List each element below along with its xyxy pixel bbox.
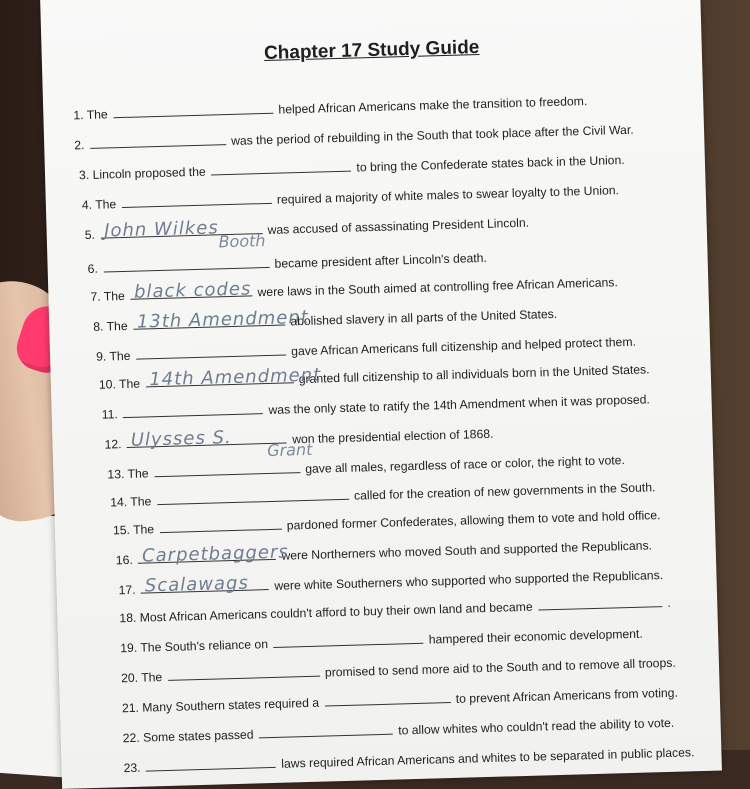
question-text: hampered their economic development.	[428, 626, 643, 647]
question-21	[122, 684, 678, 716]
answer-blank[interactable]	[100, 217, 266, 252]
handwritten-answer: Carpetbaggers	[141, 541, 290, 567]
answer-blank[interactable]	[324, 690, 450, 707]
question-text: to prevent African Americans from voting.	[455, 685, 679, 706]
answer-blank[interactable]	[154, 460, 300, 477]
question-19	[120, 625, 643, 656]
answer-blank[interactable]	[141, 572, 269, 597]
answer-blank[interactable]	[146, 755, 276, 772]
question-prefix: 9. The	[95, 348, 131, 364]
question-prefix: 4. The	[81, 197, 117, 213]
answer-blank[interactable]	[121, 191, 271, 208]
question-prefix: 22. Some states passed	[122, 727, 254, 746]
answer-blank[interactable]	[156, 487, 348, 505]
question-14	[110, 478, 656, 509]
question-prefix: 1. The	[73, 107, 108, 123]
handwritten-answer-line2: Grant	[266, 439, 313, 461]
question-prefix: 5.	[84, 227, 96, 243]
question-text: to bring the Confederate states back in the Union.	[356, 152, 625, 175]
question-5	[84, 214, 530, 252]
question-prefix: 21. Many Southern states required a	[121, 695, 320, 716]
question-2	[74, 121, 634, 153]
handwritten-answer: 14th Amendment	[149, 364, 322, 391]
answer-blank[interactable]	[273, 631, 423, 648]
question-prefix: 23.	[123, 760, 141, 776]
question-text: were laws in the South aimed at controlling free African Americans.	[257, 275, 618, 300]
question-22	[123, 714, 675, 745]
question-text: granted full citizenship to all individuals born in the United States.	[298, 362, 650, 387]
answer-blank[interactable]	[103, 255, 269, 273]
question-text: promised to send more aid to the South and to remove all troops.	[324, 655, 676, 680]
question-prefix: 3. Lincoln proposed the	[78, 164, 206, 183]
handwritten-answer: Ulysses S.	[130, 427, 232, 451]
question-text: gave all males, regardless of race or color, the right to vote.	[305, 453, 626, 476]
question-17	[118, 566, 663, 597]
question-prefix: 11.	[101, 407, 118, 422]
question-7	[90, 273, 618, 304]
question-text: was the period of rebuilding in the South that took place after the Civil War.	[230, 122, 634, 148]
question-text: pardoned former Confederates, allowing them to vote and hold office.	[286, 508, 661, 533]
question-prefix: 10. The	[98, 376, 141, 392]
question-text: was the only state to ratify the 14th Amendment when it was proposed.	[268, 392, 650, 417]
answer-blank[interactable]	[167, 664, 319, 681]
question-text: .	[667, 595, 671, 610]
question-20	[121, 654, 676, 685]
question-text: became president after Lincoln's death.	[274, 250, 488, 271]
question-text: helped African Americans make the transition to freedom.	[278, 93, 588, 117]
question-prefix: 8. The	[93, 318, 128, 334]
answer-blank[interactable]	[159, 517, 281, 533]
question-12	[104, 425, 494, 461]
question-text: were white Southerners who supported who supported the Republicans.	[274, 568, 664, 593]
question-prefix: 16.	[115, 552, 133, 568]
question-text: gave African Americans full citizenship and helped protect them.	[290, 334, 637, 359]
answer-blank[interactable]	[259, 722, 393, 739]
answer-blank[interactable]	[123, 401, 263, 418]
question-prefix: 12.	[104, 437, 122, 452]
answer-blank[interactable]	[145, 364, 322, 391]
question-prefix: 18. Most African Americans couldn't afford to buy their own land and became	[119, 599, 533, 626]
answer-blank[interactable]	[130, 278, 252, 303]
answer-blank[interactable]	[113, 101, 273, 118]
question-6	[87, 249, 487, 276]
question-1	[73, 92, 587, 122]
question-4	[82, 181, 619, 212]
answer-blank[interactable]	[138, 541, 290, 567]
question-prefix: 15. The	[112, 522, 155, 538]
question-text: to allow whites who couldn't read the ability to vote.	[398, 715, 675, 738]
handwritten-answer-line2: Booth	[218, 231, 266, 252]
handwritten-answer: black codes	[133, 278, 252, 303]
question-13	[107, 451, 625, 481]
answer-blank[interactable]	[90, 132, 226, 149]
answer-blank[interactable]	[127, 427, 313, 461]
handwritten-answer: 13th Amendment	[136, 306, 310, 333]
question-prefix: 17.	[118, 582, 136, 598]
answer-blank[interactable]	[136, 342, 286, 359]
handwritten-answer: John Wilkes	[103, 217, 219, 242]
question-prefix: 2.	[74, 138, 85, 153]
question-prefix: 7. The	[90, 288, 125, 304]
study-guide-sheet	[40, 0, 722, 789]
question-11	[102, 390, 650, 421]
question-10	[99, 360, 650, 391]
question-16	[116, 536, 653, 567]
question-prefix: 14. The	[110, 494, 152, 510]
question-15	[113, 506, 661, 537]
question-text: won the presidential election of 1868.	[292, 426, 494, 447]
answer-blank[interactable]	[133, 306, 310, 333]
question-text: laws required African Americans and whites to be separated in public places.	[281, 745, 695, 771]
handwritten-answer: Scalawags	[144, 572, 250, 597]
question-prefix: 6.	[87, 261, 99, 276]
question-text: required a majority of white males to swear loyalty to the Union.	[276, 183, 620, 207]
question-3	[79, 151, 625, 182]
question-18	[119, 594, 671, 625]
answer-blank[interactable]	[211, 159, 351, 176]
page-title: Chapter 17 Study Guide	[263, 36, 480, 64]
question-prefix: 20. The	[120, 670, 163, 686]
question-prefix: 19. The South's reliance on	[120, 637, 269, 656]
question-text: were Northerners who moved South and supported the Republicans.	[281, 538, 653, 563]
question-23	[123, 743, 694, 775]
question-text: was accused of assassinating President Lincoln.	[267, 215, 530, 237]
answer-blank[interactable]	[538, 594, 662, 610]
question-text: abolished slavery in all parts of the United States.	[290, 306, 558, 329]
question-prefix: 13. The	[107, 466, 149, 482]
question-text: called for the creation of new governments in the South.	[353, 480, 656, 503]
question-8	[93, 305, 557, 334]
question-9	[96, 333, 636, 364]
